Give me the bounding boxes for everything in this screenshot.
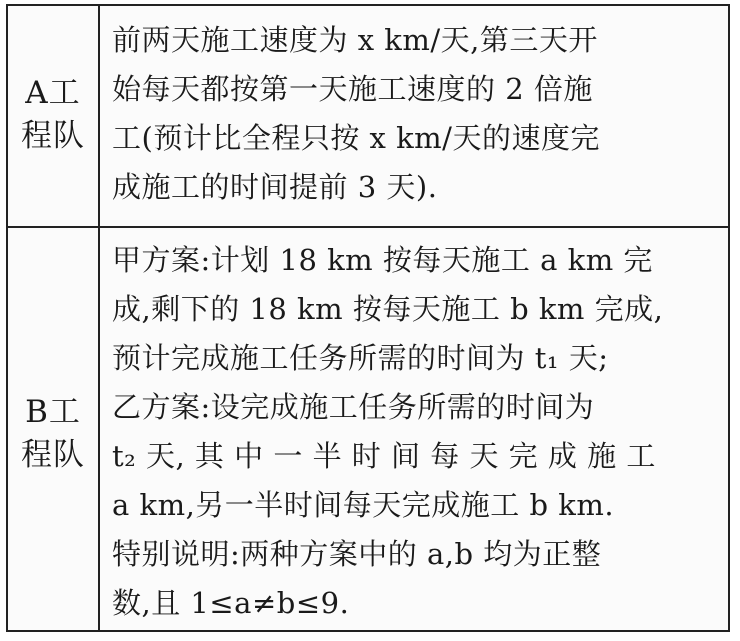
- text-line: a km,另一半时间每天完成施工 b km.: [112, 488, 615, 522]
- team-a-label-line2: 程队: [21, 118, 85, 154]
- text-line: 始每天都按第一天施工速度的 2 倍施: [112, 72, 593, 106]
- text-line: 成施工的时间提前 3 天).: [112, 170, 438, 204]
- row-divider: [8, 226, 728, 228]
- team-a-description: [112, 16, 722, 212]
- column-divider: [98, 6, 100, 630]
- text-line: t₂ 天, 其 中 一 半 时 间 每 天 完 成 施 工: [112, 439, 656, 473]
- team-b-description: [112, 236, 722, 628]
- text-line: 甲方案:计划 18 km 按每天施工 a km 完: [112, 243, 653, 277]
- team-b-label-line2: 程队: [21, 437, 85, 473]
- team-a-label: [8, 72, 98, 158]
- text-line: 前两天施工速度为 x km/天,第三天开: [112, 23, 598, 57]
- text-line: 工(预计比全程只按 x km/天的速度完: [112, 121, 600, 155]
- text-line: 预计完成施工任务所需的时间为 t₁ 天;: [112, 341, 609, 375]
- text-line: 乙方案:设完成施工任务所需的时间为: [112, 390, 595, 424]
- info-table: [6, 4, 730, 632]
- text-line: 数,且 1≤a≠b≤9.: [112, 586, 350, 620]
- team-b-label-line1: B工: [25, 394, 81, 430]
- team-a-label-line1: A工: [25, 75, 81, 111]
- text-line: 特别说明:两种方案中的 a,b 均为正整: [112, 537, 602, 571]
- text-line: 成,剩下的 18 km 按每天施工 b km 完成,: [112, 292, 664, 326]
- team-b-label: [8, 391, 98, 477]
